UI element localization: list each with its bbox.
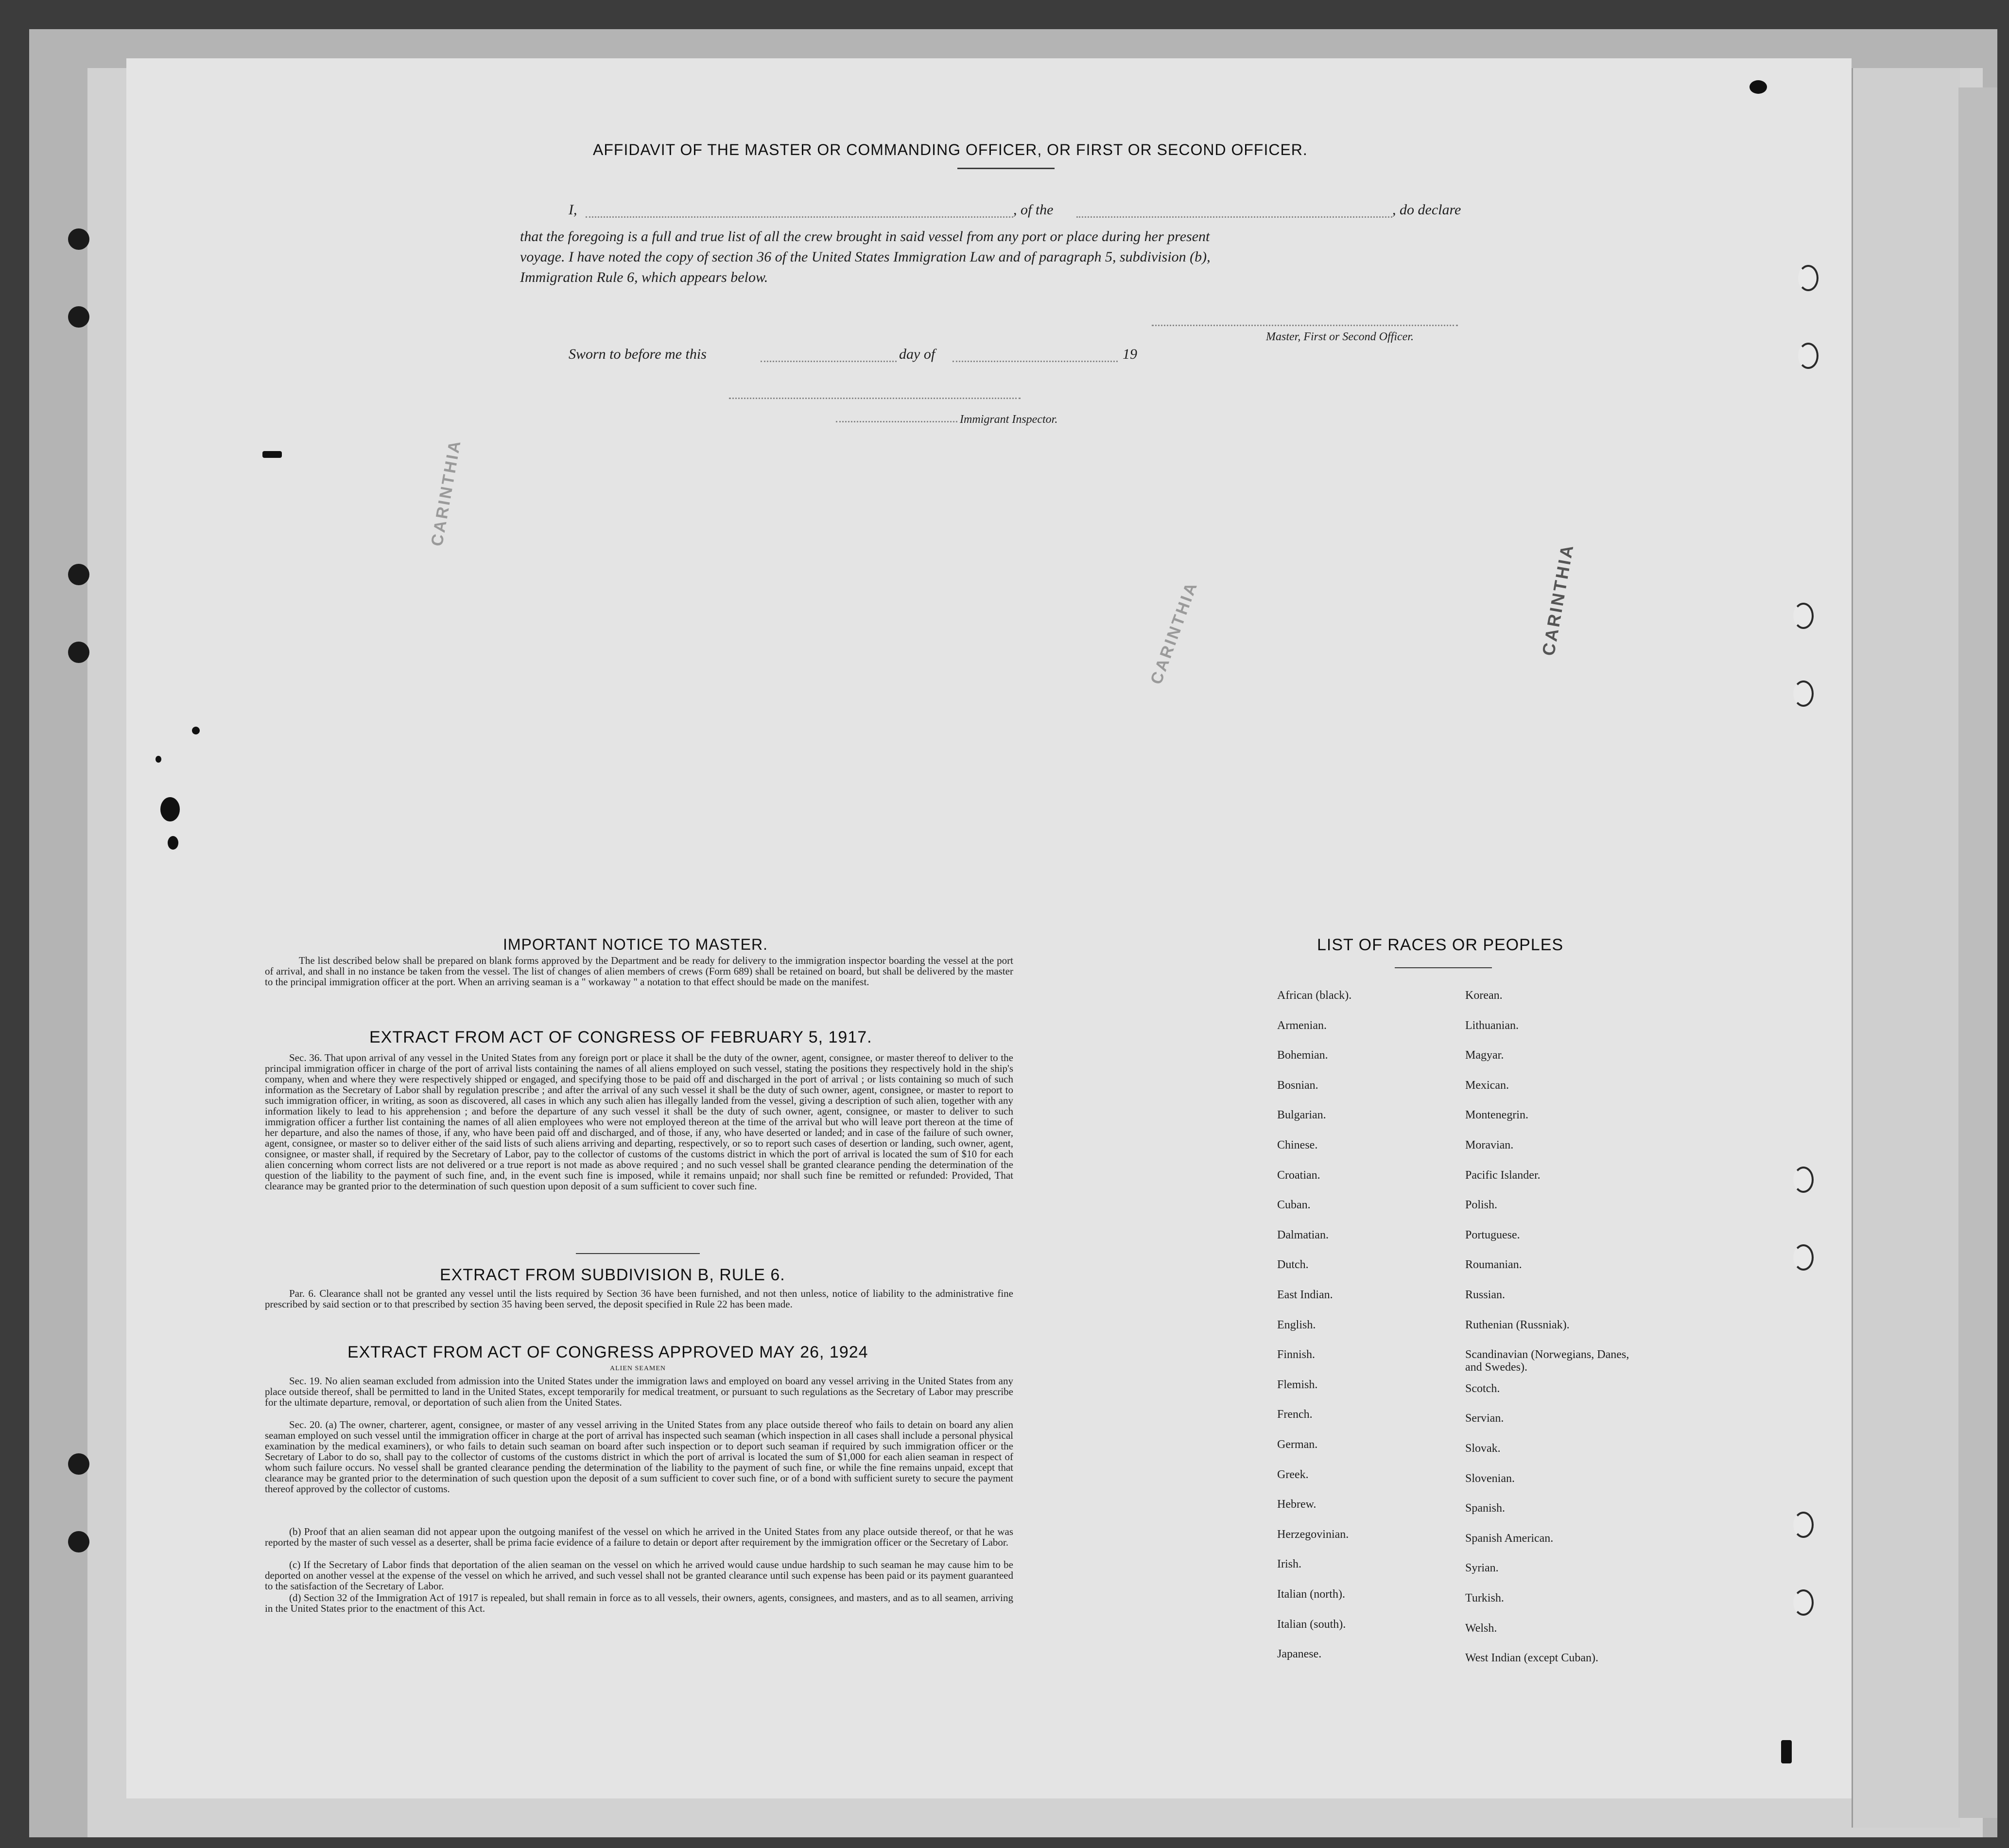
punch-hole [1793,680,1814,707]
inspector-caption: Immigrant Inspector. [960,413,1058,426]
race-item: Ruthenian (Russniak). [1465,1318,1570,1331]
race-item: Herzegovinian. [1277,1528,1349,1541]
extract-1924-subtitle: ALIEN SEAMEN [610,1365,666,1372]
extract-1924-sec20a: Sec. 20. (a) The owner, charterer, agent, consignee, or master of any vessel arriving in the United States from any place outside thereof who fails to detain on board any alien seaman employed on such vessel until the immigration officer in charge at the port of arrival has inspected such seaman (which inspection in all cases shall include a personal physical examination by the medical examiners), or who fails to detain such seaman on board after such inspection or to deport such seaman if required by such immigration officer or the Secretary of Labor to do so, shall pay to the collector of customs of the customs district in which the port of arrival is located the sum of $1,000 for each alien seaman in respect of whom such failure occurs. No vessel shall be granted clearance pending the determination of the liability to the payment of such fine, or while the fine remains unpaid, except that clearance may be granted prior to the determination of such question upon the deposit of a sum sufficient to cover such fine, or of a bond with sufficient surety to secure the payment thereof approved by the collector of customs. [265,1419,1013,1495]
race-item: Italian (north). [1277,1588,1345,1601]
race-item: French. [1277,1408,1313,1421]
signature-line [1152,325,1458,326]
race-item: Servian. [1465,1412,1504,1425]
race-item: Lithuanian. [1465,1019,1519,1032]
punch-hole [1793,1167,1814,1193]
inspector-line-1 [729,398,1021,399]
race-item: Welsh. [1465,1621,1497,1635]
extract-1924-sec20d: (d) Section 32 of the Immigration Act of 1917 is repealed, but shall remain in force as to all vessels, their owners, agents, consignees, and masters, and as to all seamen, arriving in the United States prior to the enactment of this Act. [265,1592,1013,1614]
race-item: Greek. [1277,1468,1309,1481]
punch-hole [1793,1512,1814,1538]
race-item: Finnish. [1277,1348,1316,1361]
race-item: Irish. [1277,1558,1301,1571]
affidavit-of-the: , of the [1013,202,1054,218]
section-rule [576,1253,700,1254]
punch-hole [68,1531,89,1552]
punch-hole [1793,1589,1814,1616]
ship-stamp-1: CARINTHIA [428,437,465,548]
race-item: Polish. [1465,1199,1498,1212]
race-item: Cuban. [1277,1199,1311,1212]
ink-smudge [192,727,200,734]
extract-1917-text: Sec. 36. That upon arrival of any vessel in the United States from any foreign port or place it shall be the duty of the owner, agent, consignee, or master thereof to deliver to the principal immigration officer in charge of the port of arrival lists containing the names of all aliens employed on such vessel, stating the positions they respectively hold in the ship's company, when and where they were respectively shipped or engaged, and specifying those to be paid off and discharged in the port of arrival ; or lists containing so much of such information as the Secretary of Labor shall by regulation prescribe ; and after the arrival of any such vessel it shall be the duty of such owner, agent, consignee, or master to report to such immigration officer, in writing, as soon as discovered, all cases in which any such alien has illegally landed from the vessel, giving a description of such alien, together with any information likely to lead to his apprehension ; and before the departure of any such vessel it shall be the duty of such owner, agent, consignee, or master to deliver to such immigration officer a further list containing the names of all alien employees who were not employed thereon at the time of the arrival but who will leave port thereon at the time of her departure, and also the names of those, if any, who have been paid off and discharged, and of those, if any, who have deserted or landed; and in case of the failure of such owner, agent, consignee, or master so to deliver either of the said lists of such aliens arriving and departing, respectively, or so to report such cases of desertion or landing, such owner, agent, consignee, or master shall, if required by the Secretary of Labor, pay to the collector of customs of the customs district in which the port of arrival is located the sum of $10 for each alien concerning whom correct lists are not delivered or a true report is not made as above required ; and no such vessel shall be granted clearance pending the determination of the question of the liability to the payment of such fine, and, in the event such fine is imposed, while it remains unpaid; nor shall such fine be remitted or refunded: Provided, That clearance may be granted prior to the determination of such question upon deposit of a sum sufficient to cover such fine. [265,1052,1013,1192]
punch-hole [68,642,89,663]
punch-hole [1798,265,1818,291]
day-blank [761,361,897,362]
extract-1917-title: EXTRACT FROM ACT OF CONGRESS OF FEBRUARY 5, 1917. [369,1028,872,1046]
notice-text: The list described below shall be prepared on blank forms approved by the Department and be ready for delivery to the immigration inspector boarding the vessel at the port of arrival, and shall in no instance be taken from the vessel. The list of changes of alien members of crews (Form 689) shall be retained on board, but shall be delivered by the master to the principal immigration officer at the port. When an arriving seaman is a " workaway " a notation to that effect should be made on the manifest. [265,955,1013,988]
affidavit-title: AFFIDAVIT OF THE MASTER OR COMMANDING OFFICER, OR FIRST OR SECOND OFFICER. [593,141,1308,158]
race-item: Japanese. [1277,1648,1322,1661]
race-item: Bohemian. [1277,1049,1328,1062]
ship-stamp-3: CARINTHIA [1538,541,1578,658]
ink-smudge [262,451,282,458]
race-item: Pacific Islander. [1465,1168,1541,1182]
race-item: Mexican. [1465,1079,1509,1092]
race-item: Spanish. [1465,1502,1506,1515]
month-blank [953,361,1118,362]
signature-caption: Master, First or Second Officer. [1266,331,1414,343]
race-item: German. [1277,1438,1318,1451]
race-item: African (black). [1277,989,1352,1002]
race-item: Hebrew. [1277,1498,1316,1511]
punch-hole [68,306,89,328]
extract-rule6-text: Par. 6. Clearance shall not be granted any vessel until the lists required by Section 36 have been furnished, and not then unless, notice of liability to the administrative fine prescribed by said section or to that prescribed by section 35 having been served, the deposit specified in Rule 22 has been made. [265,1288,1013,1310]
day-of-text: day of [899,346,935,362]
race-item: English. [1277,1318,1316,1331]
race-item: Croatian. [1277,1168,1320,1182]
affidavit-body-2: voyage. I have noted the copy of section 36 of the United States Immigration Law and of paragraph 5, subdivision (b), [520,249,1211,265]
race-item: Syrian. [1465,1562,1499,1575]
race-item: Scotch. [1465,1382,1500,1395]
race-item: Dalmatian. [1277,1228,1329,1241]
race-item: Moravian. [1465,1139,1514,1151]
inspector-line-2 [836,421,957,422]
race-item: Korean. [1465,989,1503,1002]
stacked-page-edge [1852,68,1960,1828]
extract-rule6-title: EXTRACT FROM SUBDIVISION B, RULE 6. [440,1266,785,1284]
race-item: Russian. [1465,1289,1506,1301]
race-item: Flemish. [1277,1378,1318,1391]
race-item: Dutch. [1277,1258,1309,1272]
race-item: Italian (south). [1277,1618,1346,1631]
stacked-page-edge-outer [1958,87,1997,1818]
extract-1924-title: EXTRACT FROM ACT OF CONGRESS APPROVED MAY 26, 1924 [347,1343,868,1361]
race-item: Bosnian. [1277,1079,1318,1092]
ink-smudge [156,756,161,763]
vessel-blank [1076,216,1392,218]
race-item: Bulgarian. [1277,1109,1326,1122]
race-item: East Indian. [1277,1289,1333,1301]
ink-smudge [1781,1740,1792,1763]
name-blank [586,216,1013,218]
punch-hole [68,228,89,250]
extract-1924-sec20c: (c) If the Secretary of Labor finds that deportation of the alien seaman on the vessel on which he arrived would cause undue hardship to such seaman he may cause him to be deported on another vessel at the expense of the vessel on which he arrived, and such vessel shall not be granted clearance until such expense has been paid or its payment guaranteed to the satisfaction of the Secretary of Labor. [265,1559,1013,1592]
races-title: LIST OF RACES OR PEOPLES [1317,936,1564,954]
ink-smudge [160,797,180,821]
year-text: 19 [1123,346,1137,362]
punch-hole [1793,1244,1814,1271]
affidavit-do-declare: , do declare [1392,202,1461,218]
extract-1924-sec19: Sec. 19. No alien seaman excluded from admission into the United States under the immigration laws and employed on board any vessel arriving in the United States from any place outside thereof, shall be permitted to land in the United States, except temporarily for medical treatment, or pursuant to such regulations as the Secretary of Labor may prescribe for the ultimate departure, removal, or deportation of such alien from the United States. [265,1375,1013,1408]
sworn-text: Sworn to before me this [569,346,707,362]
punch-hole [1798,343,1818,369]
race-item: Slovenian. [1465,1472,1515,1485]
race-item: Chinese. [1277,1139,1318,1151]
race-item: Slovak. [1465,1442,1501,1455]
ink-smudge [168,836,178,850]
notice-title: IMPORTANT NOTICE TO MASTER. [503,936,768,953]
race-item: Turkish. [1465,1592,1504,1604]
races-rule [1395,967,1492,968]
race-item: Montenegrin. [1465,1109,1528,1122]
punch-hole [68,564,89,585]
race-item: Magyar. [1465,1049,1504,1062]
title-rule [957,168,1055,169]
race-item: West Indian (except Cuban). [1465,1652,1598,1665]
extract-1924-sec20b: (b) Proof that an alien seaman did not appear upon the outgoing manifest of the vessel on which he arrived in the United States from any place outside thereof, or that he was reported by the master of such vessel as a deserter, shall be prima facie evidence of a failure to detain or deport after requirement by the immigration officer or the Secretary of Labor. [265,1526,1013,1548]
punch-hole [1793,603,1814,629]
ship-stamp-2: CARINTHIA [1147,578,1201,687]
race-item: Roumanian. [1465,1258,1522,1272]
ink-smudge [1749,80,1767,94]
affidavit-body-3: Immigration Rule 6, which appears below. [520,269,768,285]
punch-hole [68,1453,89,1475]
race-item: Spanish American. [1465,1532,1554,1545]
race-item: Scandinavian (Norwegians, Danes, and Swedes). [1465,1348,1629,1374]
affidavit-body-1: that the foregoing is a full and true list of all the crew brought in said vessel from any port or place during her present [520,228,1210,244]
race-item: Portuguese. [1465,1228,1520,1241]
affidavit-i: I, [569,202,577,218]
race-item: Armenian. [1277,1019,1327,1032]
